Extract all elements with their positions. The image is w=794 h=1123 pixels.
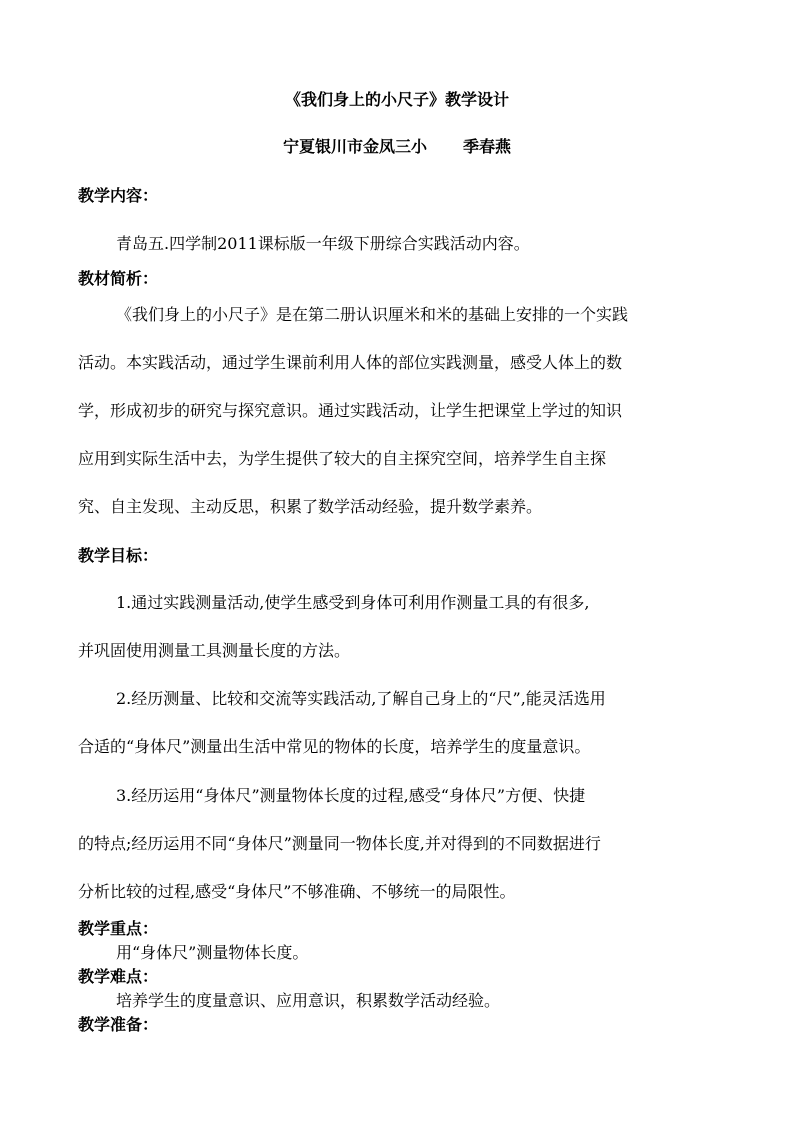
goal-line: 2.经历测量、比较和交流等实践活动,了解自己身上的“尺”,能灵活选用 <box>116 689 606 708</box>
author-line <box>0 137 794 157</box>
analysis-line: 学，形成初步的研究与探究意识。通过实践活动，让学生把课堂上学过的知识 <box>78 401 623 420</box>
content-heading: 教学内容： <box>78 186 159 205</box>
analysis-line: 究、自主发现、主动反思，积累了数学活动经验，提升数学素养。 <box>78 497 543 516</box>
goal-line: 的特点;经历运用不同“身体尺”测量同一物体长度,并对得到的不同数据进行 <box>78 834 601 853</box>
analysis-line: 应用到实际生活中去，为学生提供了较大的自主探究空间，培养学生自主探 <box>78 449 607 468</box>
goal-line: 分析比较的过程,感受“身体尺”不够准确、不够统一的局限性。 <box>78 882 516 901</box>
goal-line: 3.经历运用“身体尺”测量物体长度的过程,感受“身体尺”方便、快捷 <box>116 786 586 805</box>
page-title: 《我们身上的小尺子》教学设计 <box>284 90 509 109</box>
goal-line: 合适的“身体尺”测量出生活中常见的物体的长度，培养学生的度量意识。 <box>78 737 591 756</box>
difficulties-heading: 教学难点： <box>78 967 159 986</box>
goal-line: 并巩固使用测量工具测量长度的方法。 <box>78 641 351 660</box>
key-points-text: 用“身体尺”测量物体长度。 <box>116 943 309 962</box>
goal-line: 1.通过实践测量活动,使学生感受到身体可利用作测量工具的有很多, <box>116 593 590 612</box>
analysis-heading: 教材简析： <box>78 269 159 288</box>
difficulties-text: 培养学生的度量意识、应用意识，积累数学活动经验。 <box>116 991 501 1010</box>
goals-heading: 教学目标： <box>78 546 159 565</box>
school-name: 宁夏银川市金凤三小 <box>282 137 427 156</box>
author-name: 季春燕 <box>463 137 512 156</box>
analysis-line: 活动。本实践活动，通过学生课前利用人体的部位实践测量，感受人体上的数 <box>78 353 623 372</box>
preparation-heading: 教学准备： <box>78 1015 159 1034</box>
content-text: 青岛五.四学制2011课标版一年级下册综合实践活动内容。 <box>116 234 530 253</box>
analysis-line: 《我们身上的小尺子》是在第二册认识厘米和米的基础上安排的一个实践 <box>116 305 629 324</box>
key-points-heading: 教学重点： <box>78 919 159 938</box>
